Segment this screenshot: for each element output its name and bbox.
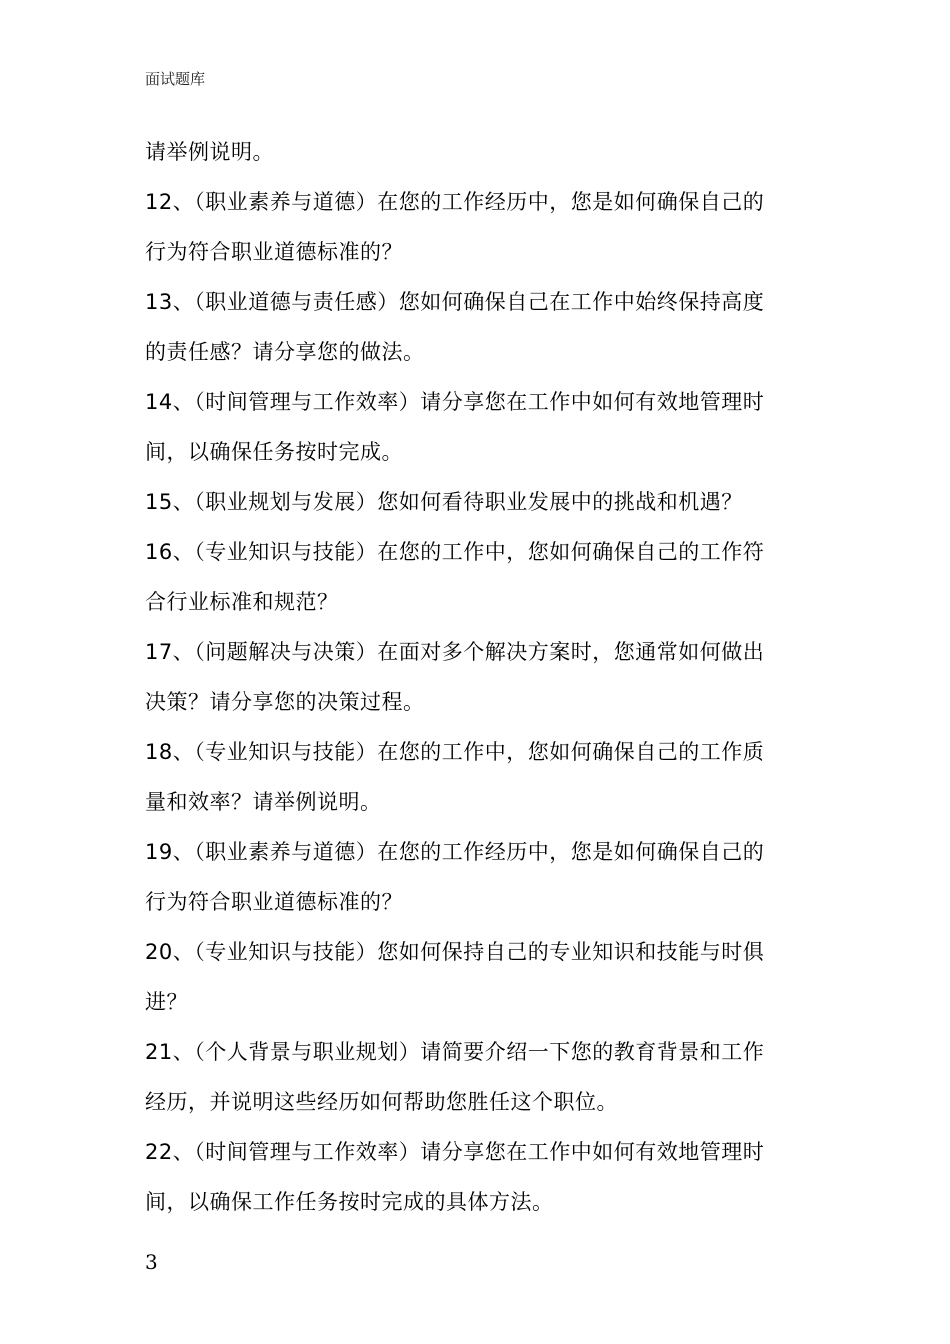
text-line: 的责任感？请分享您的做法。	[145, 340, 425, 364]
text-line: 14、（时间管理与工作效率）请分享您在工作中如何有效地管理时	[145, 390, 765, 414]
text-line: 18、（专业知识与技能）在您的工作中，您如何确保自己的工作质	[145, 740, 765, 764]
text-line: 17、（问题解决与决策）在面对多个解决方案时，您通常如何做出	[145, 640, 765, 664]
page-header: 面试题库	[145, 70, 206, 88]
text-line: 请举例说明。	[145, 140, 274, 164]
text-line: 行为符合职业道德标准的？	[145, 890, 403, 914]
question-list	[145, 133, 810, 1233]
text-line: 19、（职业素养与道德）在您的工作经历中，您是如何确保自己的	[145, 840, 765, 864]
text-line: 12、（职业素养与道德）在您的工作经历中，您是如何确保自己的	[145, 190, 765, 214]
text-line: 22、（时间管理与工作效率）请分享您在工作中如何有效地管理时	[145, 1140, 765, 1164]
text-line: 合行业标准和规范？	[145, 590, 339, 614]
text-line: 21、（个人背景与职业规划）请简要介绍一下您的教育背景和工作	[145, 1040, 765, 1064]
text-line: 16、（专业知识与技能）在您的工作中，您如何确保自己的工作符	[145, 540, 765, 564]
page-number: 3	[145, 1250, 158, 1274]
text-line: 经历，并说明这些经历如何帮助您胜任这个职位。	[145, 1090, 618, 1114]
text-line: 行为符合职业道德标准的？	[145, 240, 403, 264]
text-line: 进？	[145, 990, 188, 1014]
text-line: 间，以确保工作任务按时完成的具体方法。	[145, 1190, 554, 1214]
text-line: 量和效率？请举例说明。	[145, 790, 382, 814]
text-line: 20、（专业知识与技能）您如何保持自己的专业知识和技能与时俱	[145, 940, 765, 964]
text-line: 决策？请分享您的决策过程。	[145, 690, 425, 714]
text-line: 间，以确保任务按时完成。	[145, 440, 403, 464]
text-line: 13、（职业道德与责任感）您如何确保自己在工作中始终保持高度	[145, 290, 765, 314]
text-line: 15、（职业规划与发展）您如何看待职业发展中的挑战和机遇？	[145, 490, 743, 514]
